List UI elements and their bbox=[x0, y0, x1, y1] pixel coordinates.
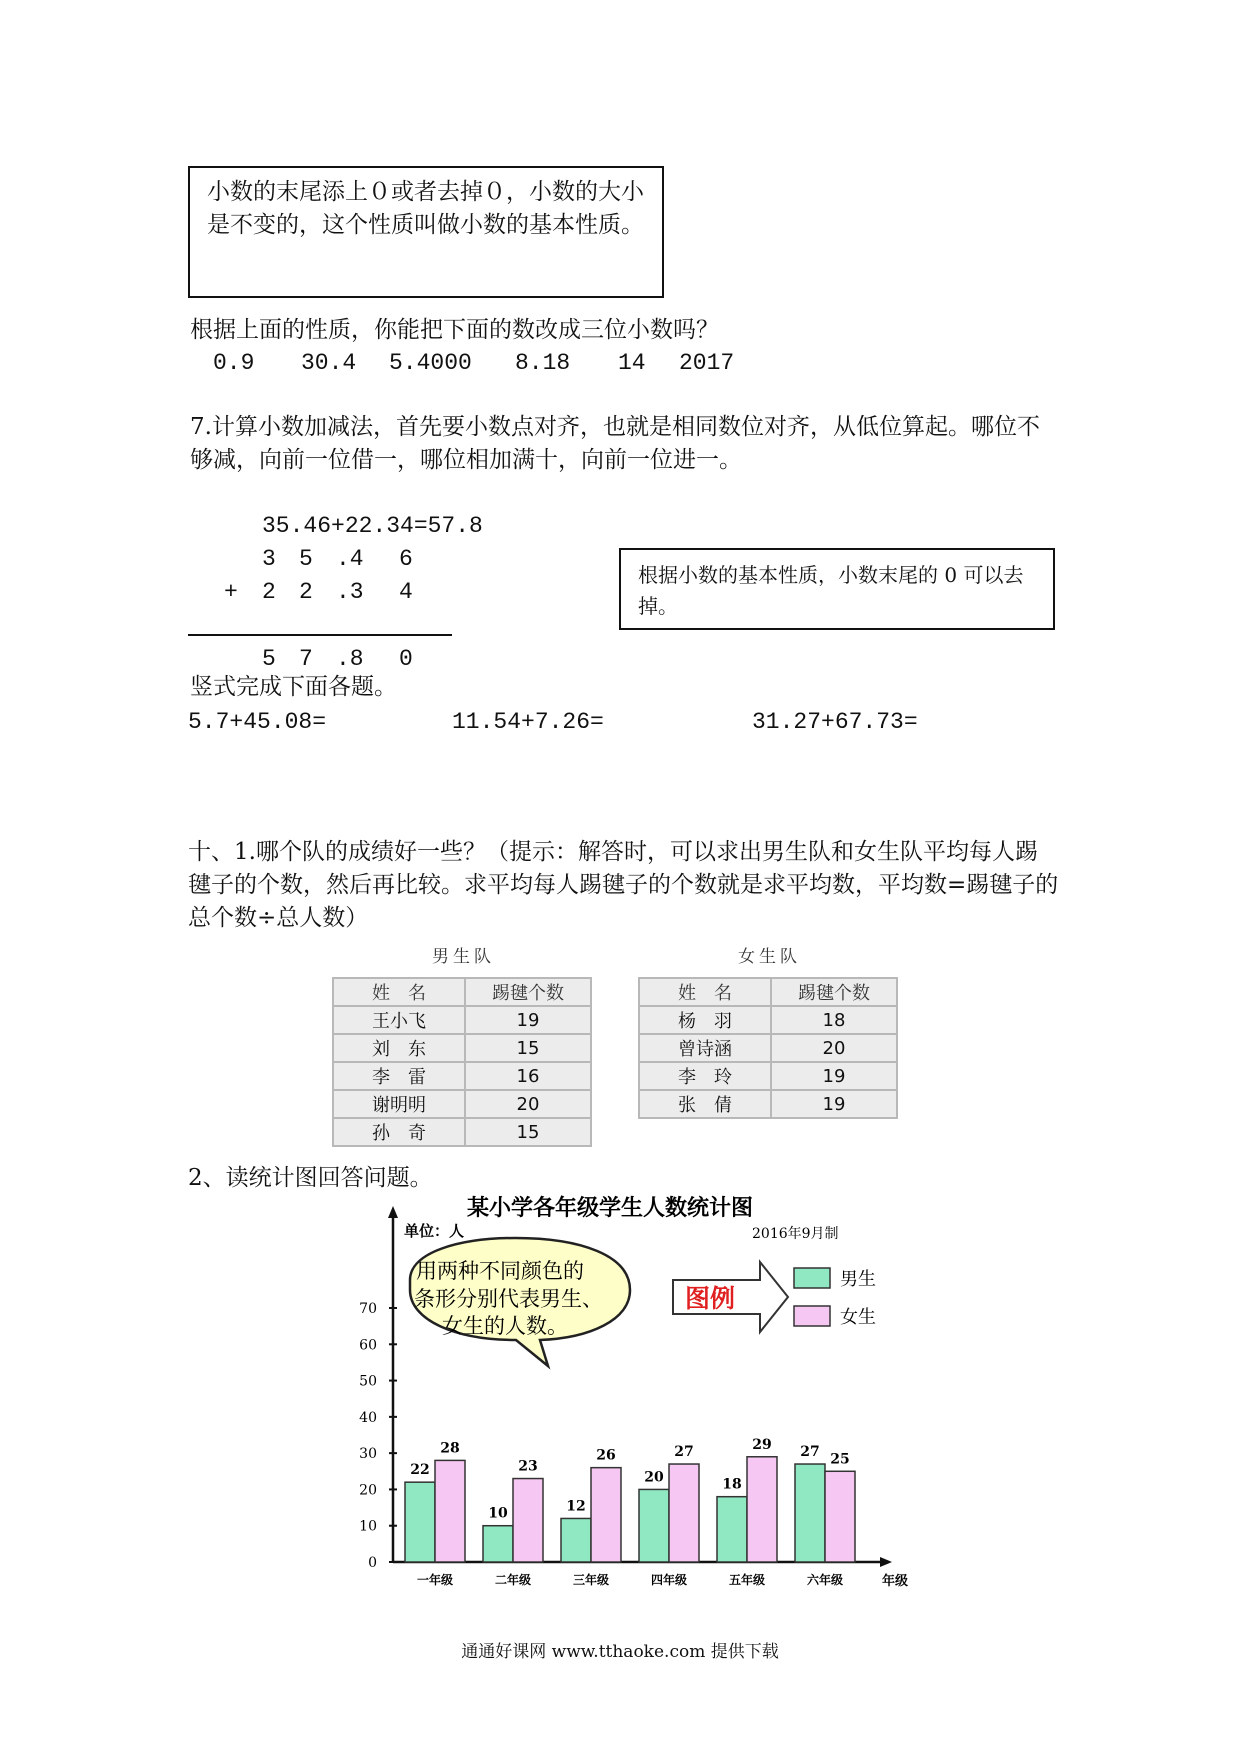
bar-value-label: 25 bbox=[830, 1451, 850, 1468]
table-row bbox=[639, 1034, 897, 1062]
col-name-header: 姓 名 bbox=[639, 978, 771, 1006]
chart-unit-label: 单位：人 bbox=[404, 1222, 465, 1240]
y-tick-label: 60 bbox=[359, 1337, 377, 1354]
student-name: 刘 东 bbox=[333, 1034, 465, 1062]
y-tick-label: 0 bbox=[368, 1555, 377, 1571]
section10-q2: 2、读统计图回答问题。 bbox=[188, 1165, 433, 1191]
legend-title: 图例 bbox=[685, 1284, 736, 1313]
chart-bars bbox=[405, 1437, 855, 1562]
kick-count: 19 bbox=[771, 1062, 897, 1090]
x-tick-label: 四年级 bbox=[650, 1573, 688, 1587]
y-tick-label: 40 bbox=[359, 1409, 377, 1426]
table-row bbox=[333, 1090, 591, 1118]
sum-line bbox=[188, 634, 452, 636]
legend-arrow bbox=[673, 1262, 788, 1332]
bar-boys bbox=[405, 1482, 435, 1562]
x-axis-ticks bbox=[417, 1572, 843, 1587]
girls-table bbox=[638, 977, 898, 1119]
digit: 0 bbox=[399, 646, 413, 672]
digit: .8 bbox=[336, 646, 364, 672]
digit: 5 bbox=[299, 546, 313, 572]
table-row bbox=[333, 1062, 591, 1090]
bar-value-label: 23 bbox=[518, 1458, 538, 1475]
digit: .3 bbox=[336, 579, 364, 605]
bar-boys bbox=[561, 1518, 591, 1562]
bar-boys bbox=[639, 1489, 669, 1562]
student-name: 李 雷 bbox=[333, 1062, 465, 1090]
digit: 4 bbox=[399, 579, 413, 605]
exercise-2: 11.54+7.26= bbox=[452, 709, 604, 735]
bar-boys bbox=[483, 1526, 513, 1562]
property-text: 小数的末尾添上０或者去掉０，小数的大小是不变的，这个性质叫做小数的基本性质。 bbox=[207, 179, 644, 238]
table-row bbox=[333, 1034, 591, 1062]
chart-title: 某小学各年级学生人数统计图 bbox=[466, 1196, 754, 1221]
student-name: 曾诗涵 bbox=[639, 1034, 771, 1062]
x-tick-label: 五年级 bbox=[728, 1573, 766, 1587]
number-item: 30.4 bbox=[301, 350, 357, 376]
numbers-row bbox=[213, 347, 773, 379]
table-row bbox=[333, 1118, 591, 1146]
kick-count: 15 bbox=[465, 1118, 591, 1146]
kick-count: 18 bbox=[771, 1006, 897, 1034]
student-name: 王小飞 bbox=[333, 1006, 465, 1034]
student-name: 李 玲 bbox=[639, 1062, 771, 1090]
digit: 7 bbox=[299, 646, 313, 672]
kick-count: 19 bbox=[465, 1006, 591, 1034]
bar-value-label: 27 bbox=[674, 1444, 694, 1461]
bar-value-label: 27 bbox=[800, 1444, 820, 1461]
number-item: 8.18 bbox=[515, 350, 571, 376]
table-header-row bbox=[639, 978, 897, 1006]
legend-label-girls: 女生 bbox=[840, 1307, 876, 1328]
kick-count: 20 bbox=[465, 1090, 591, 1118]
digit: 2 bbox=[299, 579, 313, 605]
number-item: 0.9 bbox=[213, 350, 255, 376]
y-tick-label: 30 bbox=[359, 1446, 377, 1463]
bar-value-label: 28 bbox=[440, 1440, 460, 1457]
student-name: 孙 奇 bbox=[333, 1118, 465, 1146]
page-footer: 通通好课网 www.tthaoke.com 提供下载 bbox=[461, 1642, 779, 1662]
col-count-header: 踢毽个数 bbox=[465, 978, 591, 1006]
student-name: 杨 羽 bbox=[639, 1006, 771, 1034]
bar-boys bbox=[717, 1497, 747, 1562]
legend-swatch-boys bbox=[794, 1268, 830, 1288]
y-tick-label: 50 bbox=[359, 1373, 377, 1390]
kick-count: 19 bbox=[771, 1090, 897, 1118]
col-count-header: 踢毽个数 bbox=[771, 978, 897, 1006]
question-text: 根据上面的性质，你能把下面的数改成三位小数吗？ bbox=[190, 317, 719, 343]
bar-value-label: 10 bbox=[488, 1505, 508, 1522]
bar-value-label: 12 bbox=[566, 1498, 586, 1515]
bar-value-label: 29 bbox=[752, 1436, 772, 1453]
table-row bbox=[639, 1006, 897, 1034]
boys-table-title: 男生队 bbox=[432, 947, 495, 967]
bubble-line: 用两种不同颜色的 bbox=[416, 1259, 584, 1283]
vertical-row-1 bbox=[262, 543, 462, 575]
bar-value-label: 22 bbox=[410, 1462, 430, 1479]
bar-value-label: 20 bbox=[644, 1469, 664, 1486]
explanation-bubble bbox=[410, 1238, 630, 1366]
bar-girls bbox=[591, 1468, 621, 1562]
note-text: 根据小数的基本性质，小数末尾的 0 可以去掉。 bbox=[638, 563, 1024, 618]
bar-girls bbox=[435, 1460, 465, 1562]
x-axis-label: 年级 bbox=[882, 1574, 909, 1589]
table-row bbox=[333, 1006, 591, 1034]
digit: 5 bbox=[262, 646, 276, 672]
student-count-chart bbox=[340, 1190, 920, 1610]
digit: .4 bbox=[336, 546, 364, 572]
bar-girls bbox=[513, 1479, 543, 1562]
exercise-1: 5.7+45.08= bbox=[188, 709, 327, 735]
y-tick-label: 20 bbox=[359, 1482, 377, 1499]
bar-girls bbox=[825, 1471, 855, 1562]
table-row bbox=[639, 1062, 897, 1090]
chart-legend bbox=[794, 1268, 876, 1328]
digit: 2 bbox=[262, 579, 276, 605]
number-item: 14 bbox=[618, 350, 646, 376]
digit: 6 bbox=[399, 546, 413, 572]
col-name-header: 姓 名 bbox=[333, 978, 465, 1006]
bar-value-label: 18 bbox=[722, 1476, 742, 1493]
x-tick-label: 六年级 bbox=[806, 1573, 844, 1587]
kick-count: 20 bbox=[771, 1034, 897, 1062]
y-tick-label: 10 bbox=[359, 1518, 377, 1535]
plus-sign: + bbox=[224, 579, 238, 605]
girls-table-title: 女生队 bbox=[738, 947, 801, 967]
equation: 35.46+22.34=57.8 bbox=[262, 513, 483, 539]
legend-label-boys: 男生 bbox=[840, 1269, 876, 1290]
section10-q1: 十、1.哪个队的成绩好一些？（提示：解答时，可以求出男生队和女生队平均每人踢毽子的个数，然后再比较。求平均每人踢毽子的个数就是求平均数，平均数=踢毽子的总个数÷总人数） bbox=[188, 839, 1059, 931]
number-item: 5.4000 bbox=[389, 350, 472, 376]
task-text: 竖式完成下面各题。 bbox=[190, 674, 397, 700]
x-tick-label: 一年级 bbox=[416, 1573, 454, 1587]
bubble-line: 女生的人数。 bbox=[442, 1314, 568, 1338]
bubble-line: 条形分别代表男生、 bbox=[414, 1287, 603, 1311]
student-name: 谢明明 bbox=[333, 1090, 465, 1118]
y-axis-ticks bbox=[359, 1301, 397, 1571]
exercise-3: 31.27+67.73= bbox=[752, 709, 918, 735]
table-row bbox=[639, 1090, 897, 1118]
number-item: 2017 bbox=[679, 350, 735, 376]
bar-girls bbox=[669, 1464, 699, 1562]
boys-table bbox=[332, 977, 592, 1147]
kick-count: 16 bbox=[465, 1062, 591, 1090]
x-tick-label: 二年级 bbox=[494, 1573, 532, 1587]
chart-date-label: 2016年9月制 bbox=[752, 1226, 839, 1242]
student-name: 张 倩 bbox=[639, 1090, 771, 1118]
y-tick-label: 70 bbox=[359, 1301, 377, 1317]
bar-boys bbox=[795, 1464, 825, 1562]
table-header-row bbox=[333, 978, 591, 1006]
x-tick-label: 三年级 bbox=[572, 1573, 610, 1587]
section7-intro: 7.计算小数加减法，首先要小数点对齐，也就是相同数位对齐，从低位算起。哪位不够减，向前一位借一，哪位相加满十，向前一位进一。 bbox=[190, 414, 1040, 473]
note-box bbox=[619, 548, 1055, 630]
vertical-row-2 bbox=[224, 576, 464, 608]
bar-girls bbox=[747, 1457, 777, 1562]
bar-value-label: 26 bbox=[596, 1447, 616, 1464]
property-box bbox=[188, 166, 664, 298]
kick-count: 15 bbox=[465, 1034, 591, 1062]
legend-swatch-girls bbox=[794, 1306, 830, 1326]
digit: 3 bbox=[262, 546, 276, 572]
